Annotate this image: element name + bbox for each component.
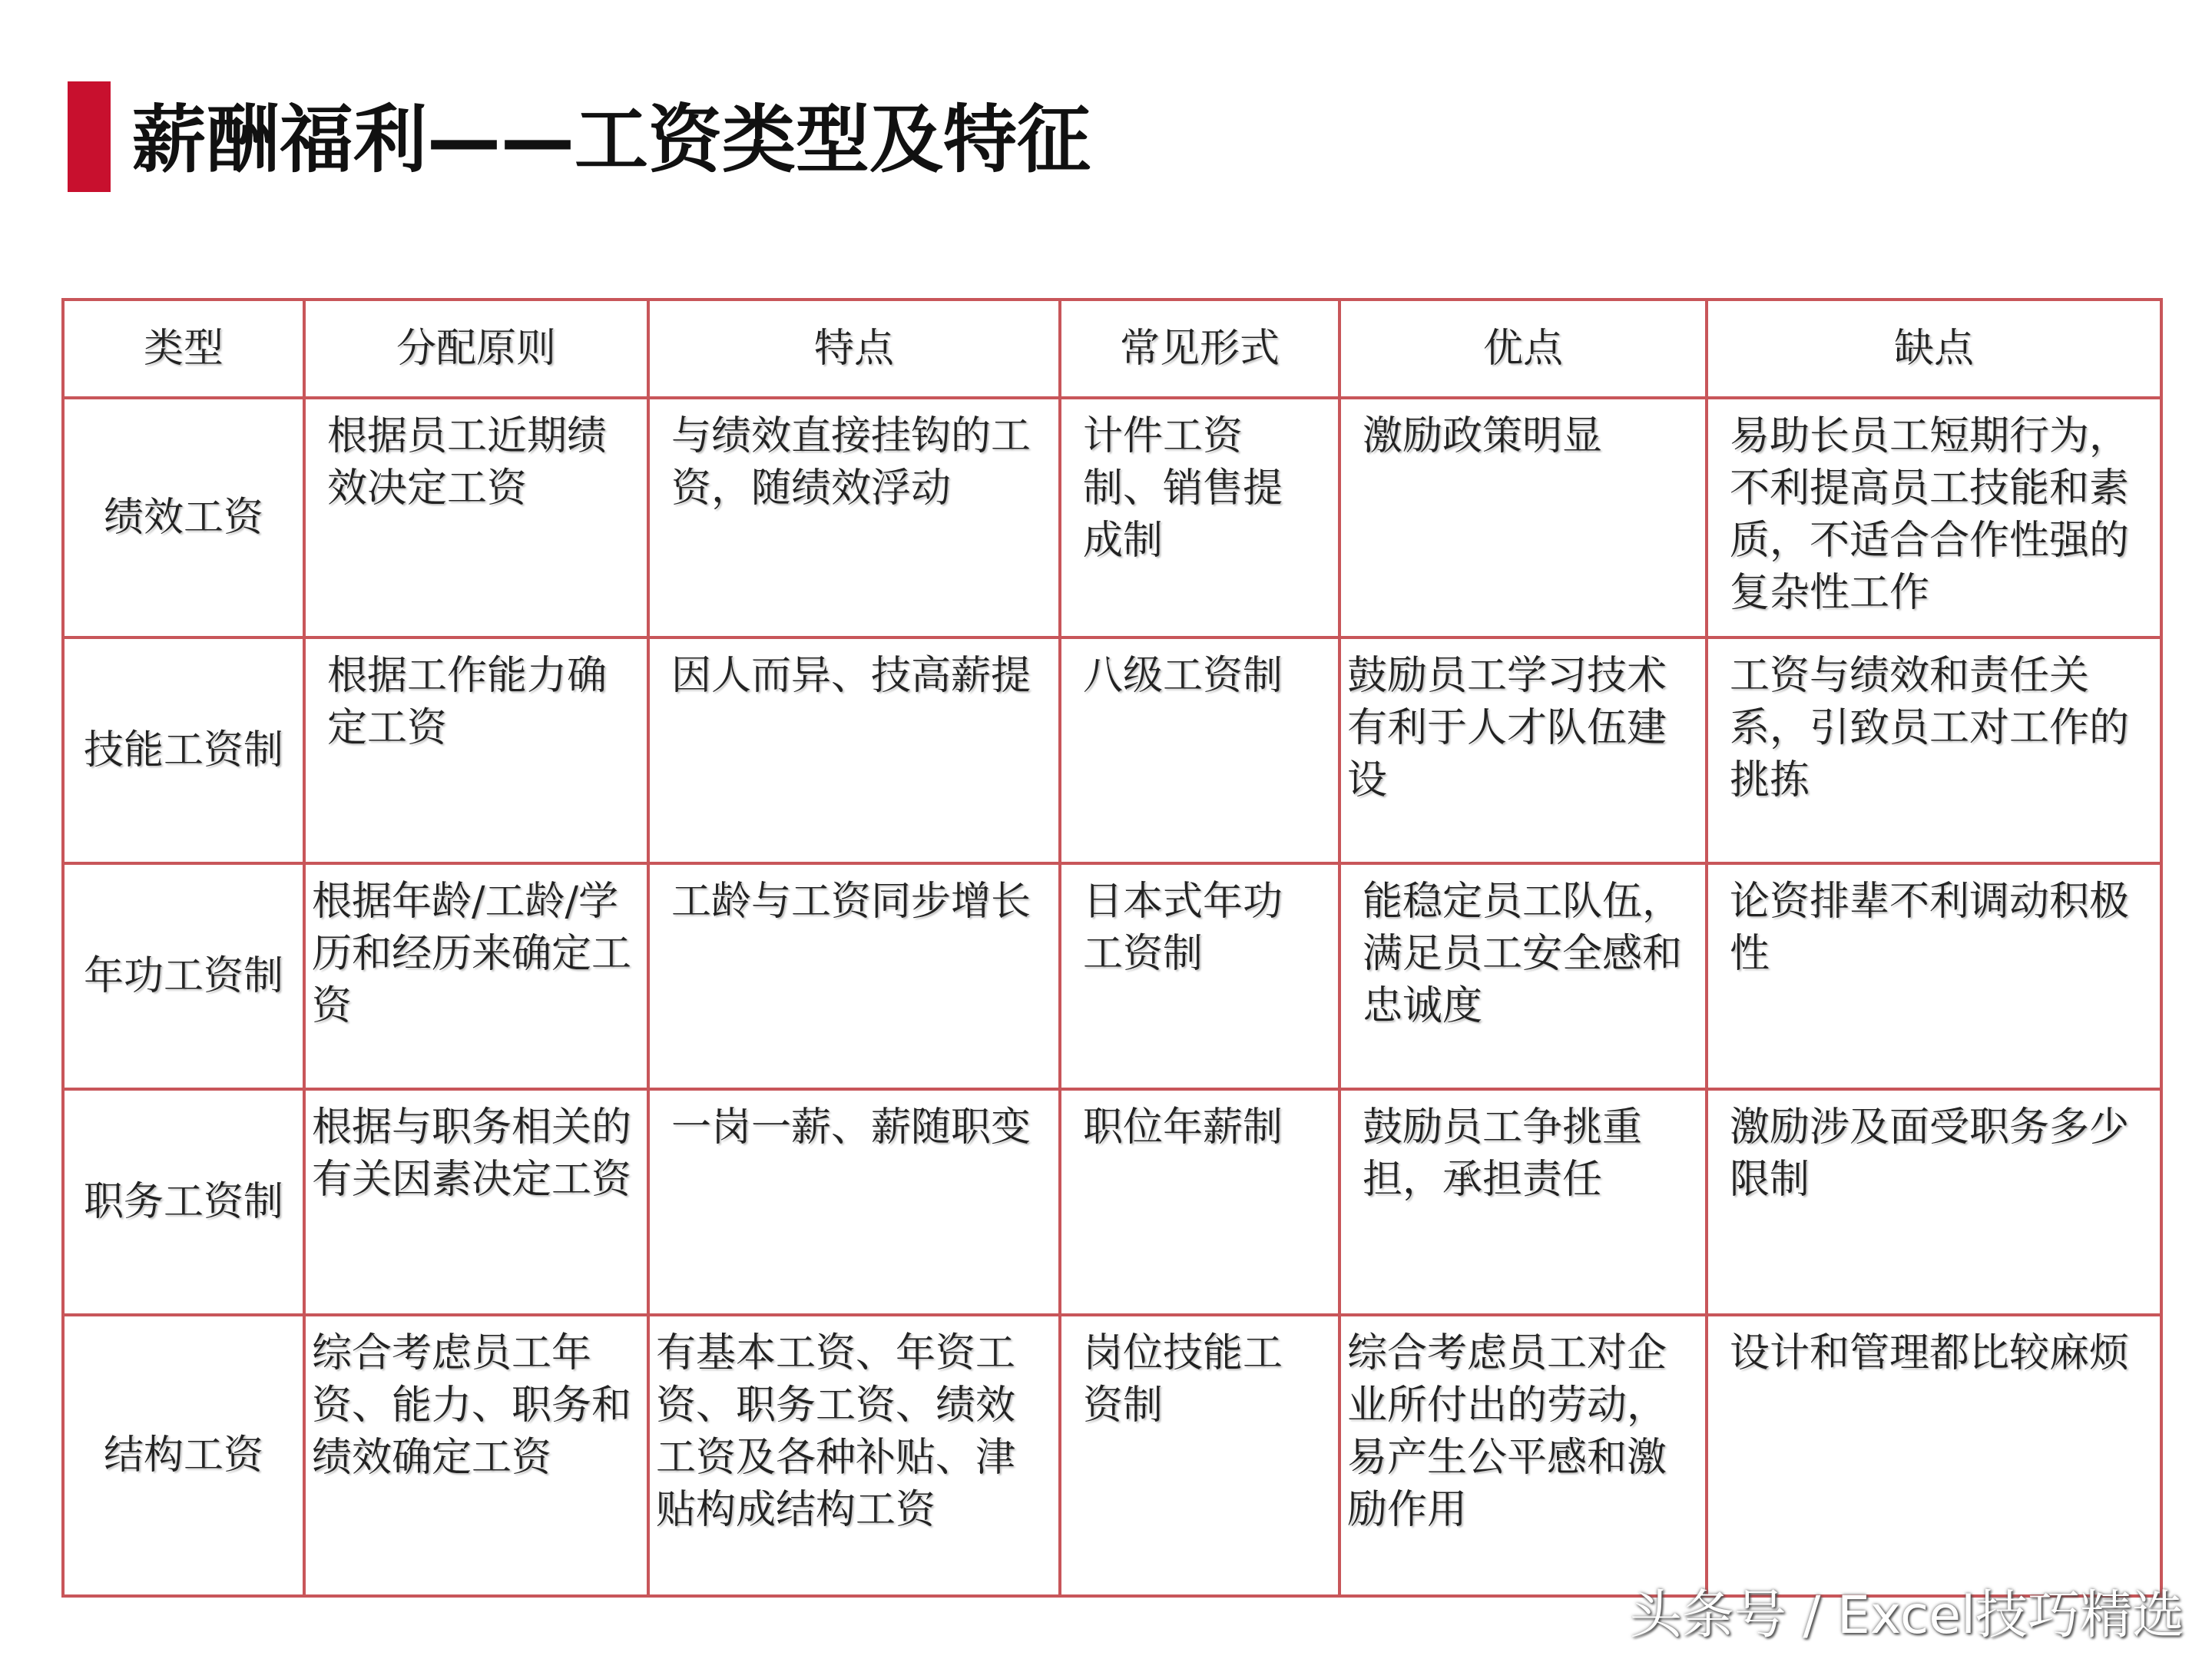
header-features: 特点 bbox=[648, 300, 1060, 398]
cell-type: 技能工资制 bbox=[63, 637, 304, 863]
header-type: 类型 bbox=[63, 300, 304, 398]
cell-forms: 职位年薪制 bbox=[1060, 1089, 1339, 1315]
cell-features: 一岗一薪、薪随职变 bbox=[648, 1089, 1060, 1315]
header-forms: 常见形式 bbox=[1060, 300, 1339, 398]
cell-principle: 根据与职务相关的有关因素决定工资 bbox=[304, 1089, 648, 1315]
cell-cons: 激励涉及面受职务多少限制 bbox=[1707, 1089, 2161, 1315]
table-row bbox=[63, 637, 2161, 863]
cell-principle: 根据年龄/工龄/学历和经历来确定工资 bbox=[304, 863, 648, 1089]
cell-pros: 综合考虑员工对企业所付出的劳动，易产生公平感和激励作用 bbox=[1339, 1315, 1707, 1596]
cell-features: 因人而异、技高薪提 bbox=[648, 637, 1060, 863]
wage-types-table bbox=[61, 298, 2163, 1598]
cell-principle: 综合考虑员工年资、能力、职务和绩效确定工资 bbox=[304, 1315, 648, 1596]
cell-forms: 计件工资制、销售提成制 bbox=[1060, 398, 1339, 637]
table-row bbox=[63, 1089, 2161, 1315]
cell-pros: 鼓励员工学习技术有利于人才队伍建设 bbox=[1339, 637, 1707, 863]
cell-type: 职务工资制 bbox=[63, 1089, 304, 1315]
cell-features: 有基本工资、年资工资、职务工资、绩效工资及各种补贴、津贴构成结构工资 bbox=[648, 1315, 1060, 1596]
table-row bbox=[63, 863, 2161, 1089]
cell-cons: 易助长员工短期行为，不利提高员工技能和素质，不适合合作性强的复杂性工作 bbox=[1707, 398, 2161, 637]
cell-cons: 工资与绩效和责任关系，引致员工对工作的挑拣 bbox=[1707, 637, 2161, 863]
table-row bbox=[63, 398, 2161, 637]
title-accent-bar bbox=[68, 81, 111, 192]
cell-forms: 日本式年功工资制 bbox=[1060, 863, 1339, 1089]
cell-features: 工龄与工资同步增长 bbox=[648, 863, 1060, 1089]
cell-principle: 根据工作能力确定工资 bbox=[304, 637, 648, 863]
cell-pros: 能稳定员工队伍，满足员工安全感和忠诚度 bbox=[1339, 863, 1707, 1089]
cell-type: 绩效工资 bbox=[63, 398, 304, 637]
cell-pros: 鼓励员工争挑重担，承担责任 bbox=[1339, 1089, 1707, 1315]
cell-pros: 激励政策明显 bbox=[1339, 398, 1707, 637]
header-principle: 分配原则 bbox=[304, 300, 648, 398]
cell-forms: 岗位技能工资制 bbox=[1060, 1315, 1339, 1596]
cell-forms: 八级工资制 bbox=[1060, 637, 1339, 863]
page-title: 薪酬福利——工资类型及特征 bbox=[132, 97, 1091, 183]
cell-type: 结构工资 bbox=[63, 1315, 304, 1596]
cell-type: 年功工资制 bbox=[63, 863, 304, 1089]
header-pros: 优点 bbox=[1339, 300, 1707, 398]
cell-principle: 根据员工近期绩效决定工资 bbox=[304, 398, 648, 637]
header-cons: 缺点 bbox=[1707, 300, 2161, 398]
cell-cons: 设计和管理都比较麻烦 bbox=[1707, 1315, 2161, 1596]
watermark: 头条号 / Excel技巧精选 bbox=[1629, 1585, 2184, 1646]
table-header-row bbox=[63, 300, 2161, 398]
cell-features: 与绩效直接挂钩的工资，随绩效浮动 bbox=[648, 398, 1060, 637]
table-row bbox=[63, 1315, 2161, 1596]
cell-cons: 论资排辈不利调动积极性 bbox=[1707, 863, 2161, 1089]
